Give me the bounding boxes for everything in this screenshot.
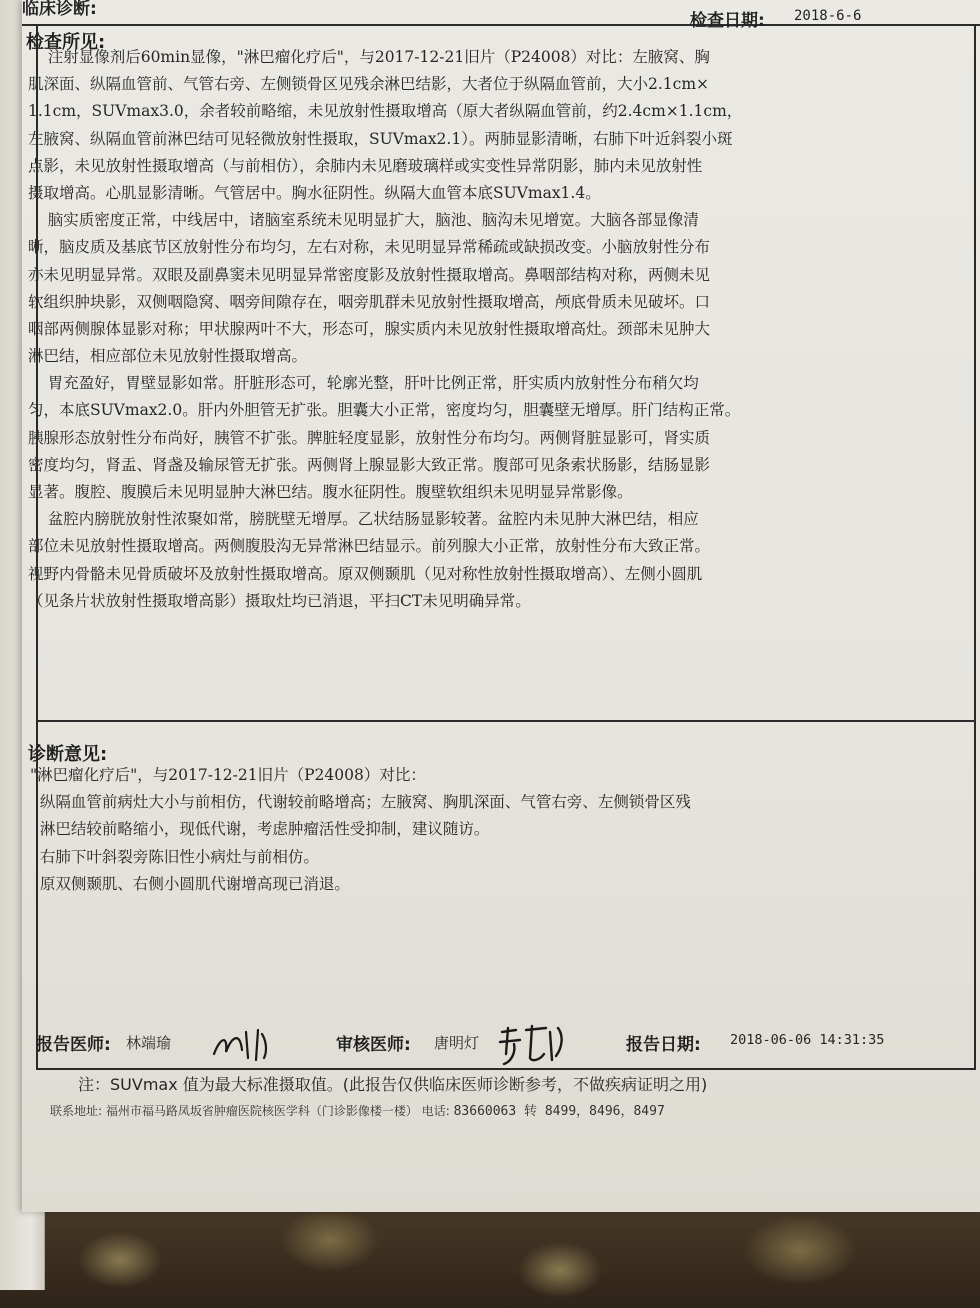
clinical-diagnosis-label: 临床诊断:	[22, 0, 97, 19]
text-line: 视野内骨骼未见骨质破坏及放射性摄取增高。原双侧颞肌（见对称性放射性摄取增高）、左侧小圆肌	[28, 564, 703, 583]
phone-label: 电话:	[421, 1104, 450, 1118]
phone-text: 83660063 转 8499，8496，8497	[453, 1104, 665, 1119]
text-line: 胰腺形态放射性分布尚好，胰管不扩张。脾脏轻度显影，放射性分布均匀。两侧肾脏显影可，肾实质	[28, 428, 711, 447]
text-line: （见条片状放射性摄取增高影）摄取灶均已消退，平扫CT未见明确异常。	[28, 591, 531, 610]
section-divider	[36, 720, 974, 722]
report-page	[22, 0, 980, 1212]
text-line: 密度均匀，肾盂、肾盏及输尿管无扩张。两侧肾上腺显影大致正常。腹部可见条索状肠影，结肠显影	[28, 455, 711, 474]
text-line: 淋巴结较前略缩小，现低代谢，考虑肿瘤活性受抑制，建议随访。	[30, 820, 490, 839]
text-line: 咽部两侧腺体显影对称；甲状腺两叶不大，形态可，腺实质内未见放射性摄取增高灶。颈部未见肿大	[28, 319, 711, 338]
findings-title: 检查所见:	[26, 32, 106, 53]
text-line: 淋巴结，相应部位未见放射性摄取增高。	[28, 347, 308, 366]
text-line: 部位未见放射性摄取增高。两侧腹股沟无异常淋巴结显示。前列腺大小正常，放射性分布大致正常。	[28, 537, 711, 556]
footer-divider	[36, 1068, 974, 1070]
review-doctor-name: 唐明灯	[434, 1034, 480, 1052]
text-line: 右肺下叶斜裂旁陈旧性小病灶与前相仿。	[30, 847, 319, 866]
review-doctor-signature	[496, 1024, 586, 1068]
signature-row	[36, 1024, 972, 1064]
text-line: 左腋窝、纵隔血管前淋巴结可见轻微放射性摄取，SUVmax2.1）。两肺显影清晰，右肺下叶近斜裂小斑	[28, 129, 733, 148]
findings-body	[28, 44, 742, 615]
exam-date-label: 检查日期:	[690, 11, 765, 31]
report-doctor-name: 林端瑜	[126, 1034, 172, 1052]
text-line: 原双侧颞肌、右侧小圆肌代谢增高现已消退。	[30, 874, 350, 893]
text-line: 纵隔血管前病灶大小与前相仿，代谢较前略增高；左腋窝、胸肌深面、气管右旁、左侧锁骨区残	[30, 793, 691, 812]
text-line: 1.1cm，SUVmax3.0，余者较前略缩，未见放射性摄取增高（原大者纵隔血管前，约2.4cm×1.1cm，	[28, 102, 743, 121]
text-line: "淋巴瘤化疗后"，与2017-12-21旧片（P24008）对比：	[30, 766, 426, 784]
text-line: 注射显像剂后60min显像，"淋巴瘤化疗后"，与2017-12-21旧片（P24008）对比：左腋窝、胸	[28, 48, 710, 66]
review-doctor-label: 审核医师:	[336, 1035, 411, 1055]
report-doctor-signature	[206, 1024, 296, 1064]
text-line: 肌深面、纵隔血管前、气管右旁、左侧锁骨区见残余淋巴结影，大者位于纵隔血管前，大小2.1cm×	[28, 75, 710, 94]
text-line: 胃充盈好，胃壁显影如常。肝脏形态可，轮廓光整，肝叶比例正常，肝实质内放射性分布稍欠均	[28, 374, 699, 393]
report-date-value: 2018-06-06 14:31:35	[730, 1032, 885, 1048]
text-line: 点影，未见放射性摄取增高（与前相仿），余肺内未见磨玻璃样或实变性异常阴影，肺内未见放射性	[28, 156, 703, 175]
text-line: 亦未见明显异常。双眼及副鼻窦未见明显异常密度影及放射性摄取增高。鼻咽部结构对称，两侧未见	[28, 265, 711, 284]
exam-date-value: 2018-6-6	[794, 8, 862, 24]
text-line: 脑实质密度正常，中线居中，诸脑室系统未见明显扩大，脑池、脑沟未见增宽。大脑各部显像清	[28, 211, 699, 230]
address-text: 福州市福马路凤坂省肿瘤医院核医学科（门诊影像楼一楼）	[105, 1104, 418, 1118]
address-label: 联系地址:	[50, 1104, 103, 1118]
report-doctor-label: 报告医师:	[36, 1035, 111, 1055]
conclusion-title: 诊断意见:	[28, 744, 108, 765]
text-line: 软组织肿块影，双侧咽隐窝、咽旁间隙存在，咽旁肌群未见放射性摄取增高，颅底骨质未见破坏。口	[28, 292, 711, 311]
text-line: 显著。腹腔、腹膜后未见明显肿大淋巴结。腹水征阴性。腹壁软组织未见明显异常影像。	[28, 483, 633, 501]
footer-address	[50, 1100, 665, 1119]
background-fabric	[0, 1200, 980, 1308]
text-line: 匀，本底SUVmax2.0。肝内外胆管无扩张。胆囊大小正常，密度均匀，胆囊壁无增厚。肝门结构正常。	[28, 401, 741, 420]
conclusion-body	[30, 762, 691, 898]
text-line: 晰，脑皮质及基底节区放射性分布均匀，左右对称，未见明显异常稀疏或缺损改变。小脑放射性分布	[28, 238, 711, 257]
header-row	[22, 0, 980, 31]
text-line: 盆腔内膀胱放射性浓聚如常，膀胱壁无增厚。乙状结肠显影较著。盆腔内未见肿大淋巴结，相应	[28, 510, 699, 529]
text-line: 摄取增高。心肌显影清晰。气管居中。胸水征阴性。纵隔大血管本底SUVmax1.4。	[28, 183, 601, 202]
footer-note: 注：SUVmax 值为最大标准摄取值。(此报告仅供临床医师诊断参考，不做疾病证明之用)	[78, 1075, 708, 1094]
report-date-label: 报告日期:	[626, 1035, 701, 1055]
